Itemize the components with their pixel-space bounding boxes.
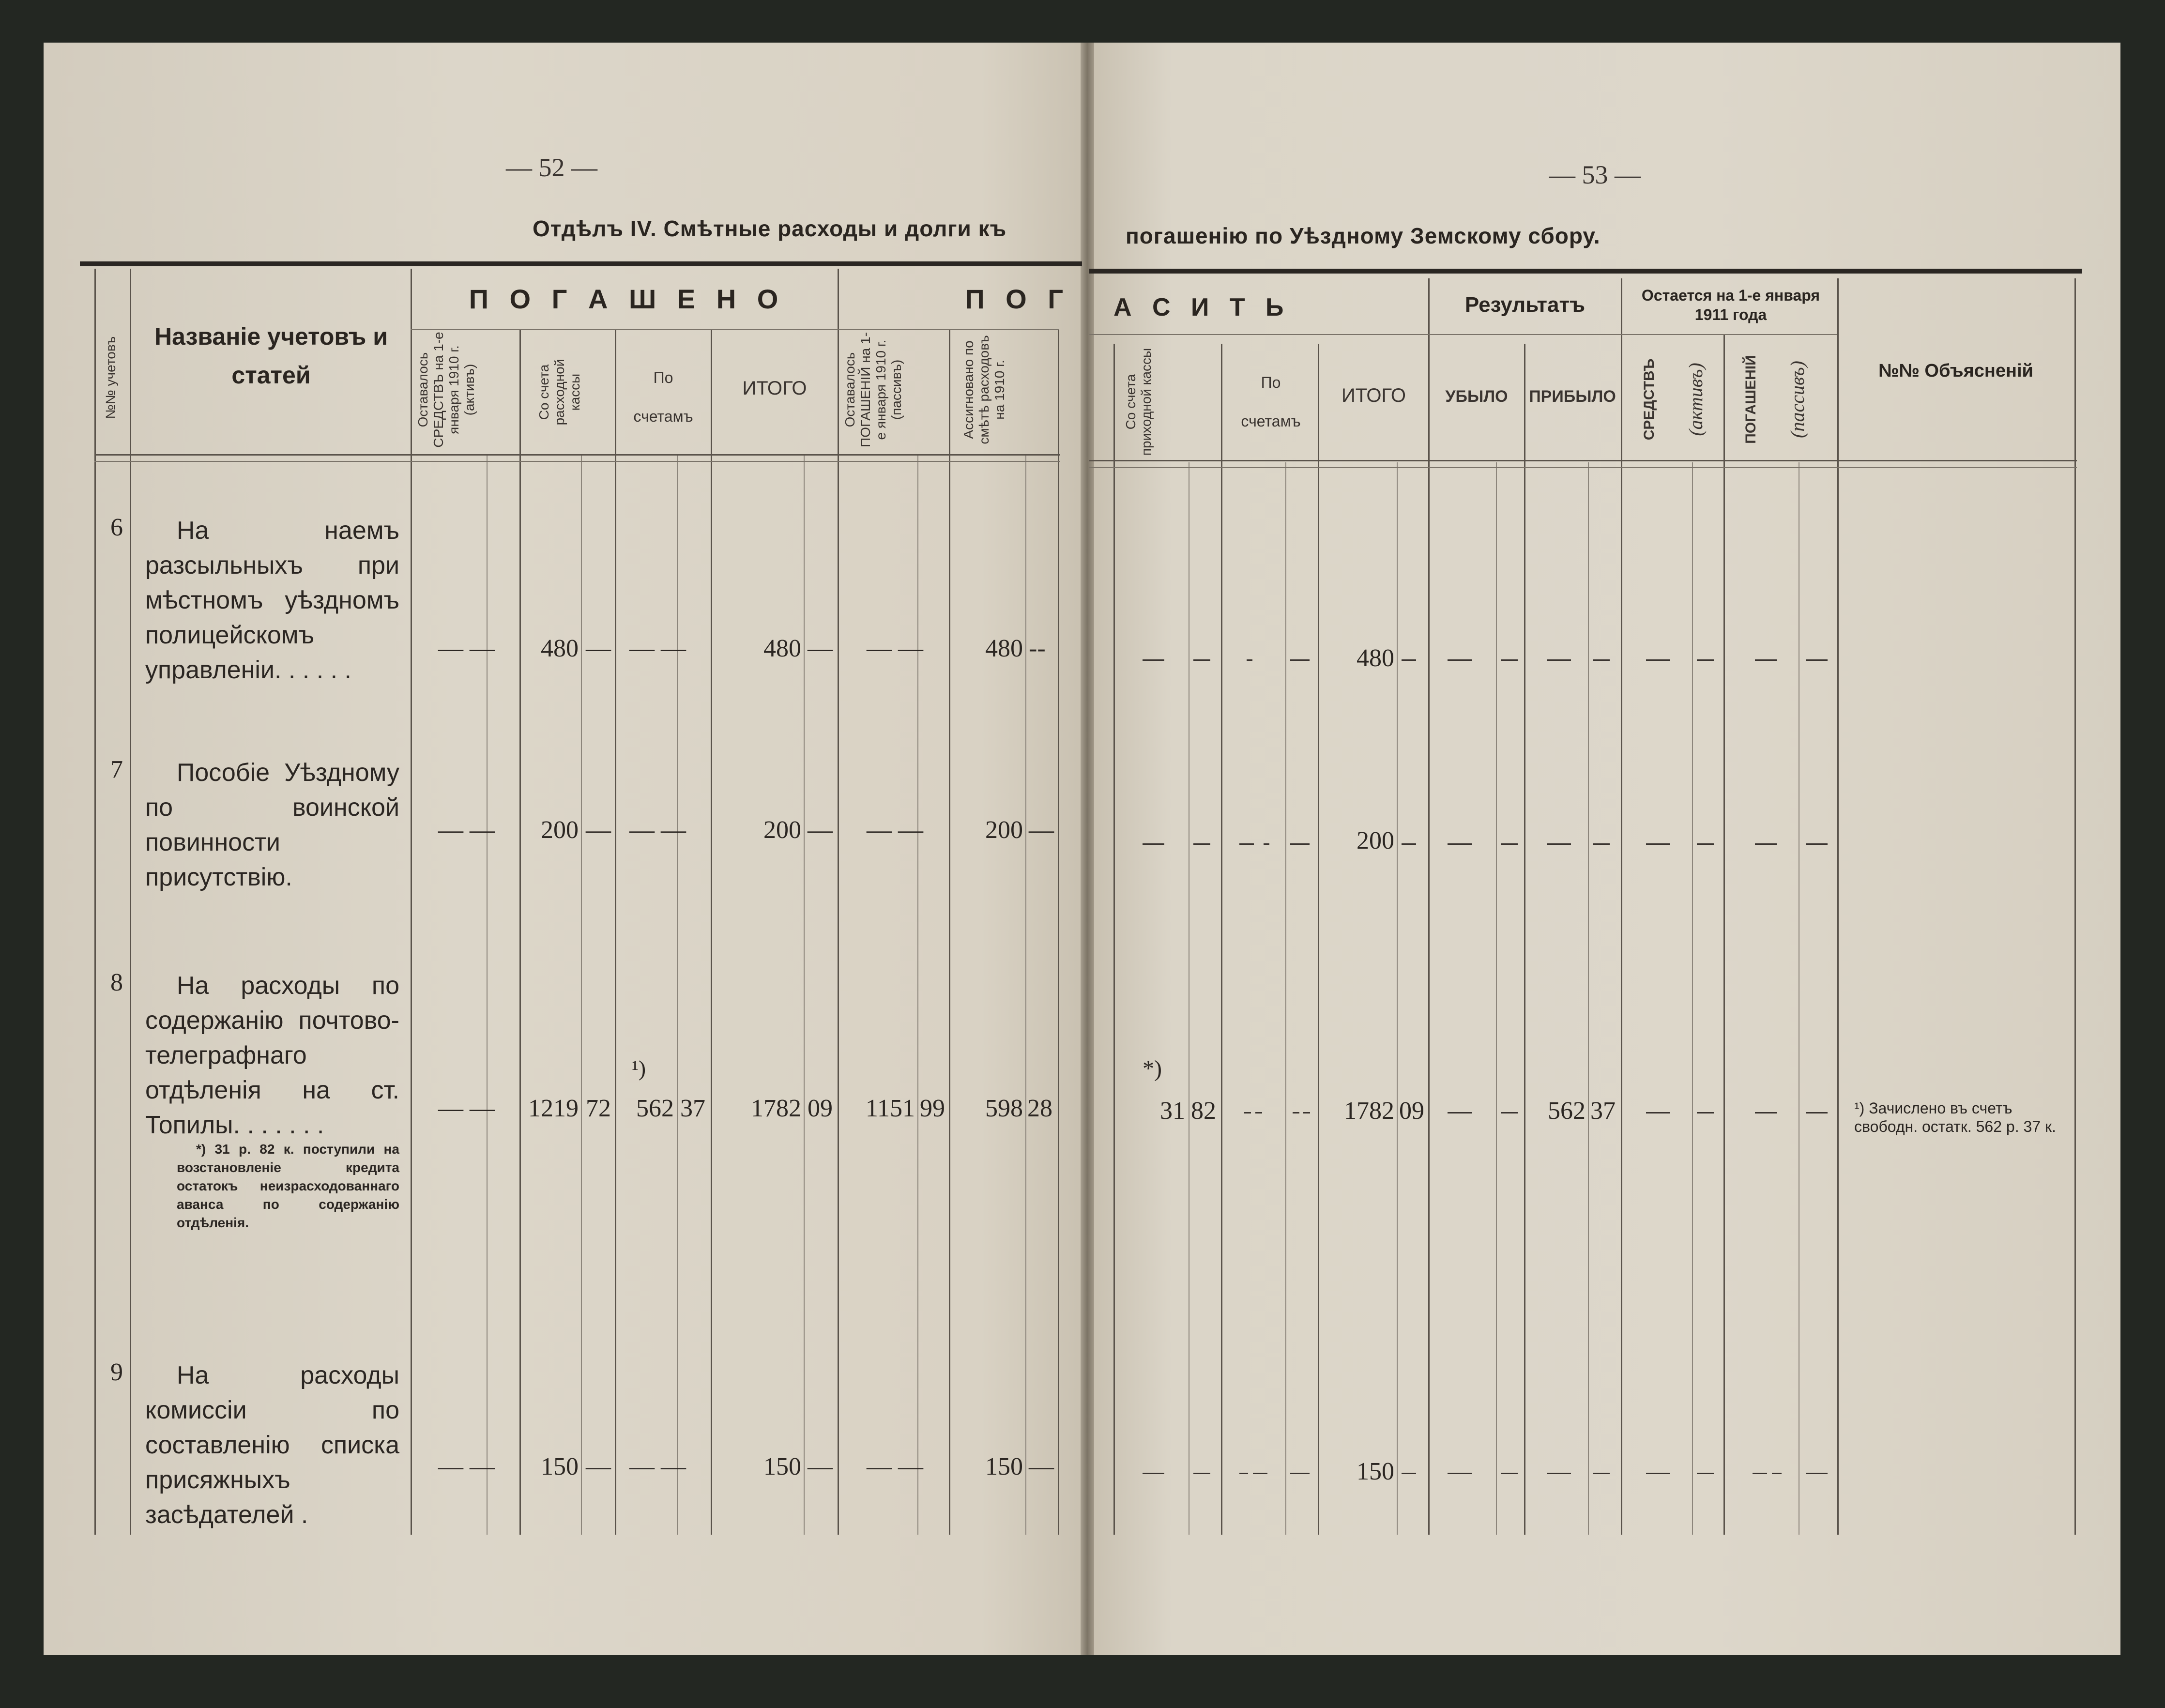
- cell-assign: 598: [985, 1095, 1023, 1122]
- dash-mark: [1755, 843, 1777, 845]
- cell-pogashenii-kop: 99: [920, 1095, 945, 1122]
- row-name: На расходы по содержанію почтово-телеграфнаго отдѣленія на ст. Топилы. . . . . . .: [145, 972, 399, 1139]
- cell-sredstv: — —: [438, 816, 495, 844]
- dash-mark: [1290, 659, 1310, 661]
- dash-mark: [1193, 843, 1210, 845]
- grid-line: [1524, 344, 1525, 1535]
- dash-mark: [1501, 659, 1518, 661]
- grid-line: [1318, 344, 1319, 1535]
- grid-line: [519, 329, 521, 1535]
- dash-mark: [1806, 659, 1828, 661]
- cell-itogo-kop: 09: [1399, 1097, 1424, 1125]
- col-header-explain: №№ Объясненій: [1878, 361, 2033, 381]
- dash-mark: [1646, 659, 1670, 661]
- dash-mark: [1501, 1112, 1518, 1113]
- grid-line: [94, 269, 96, 1535]
- grid-line: [94, 461, 1060, 462]
- sub-header-ostavalos-sredstv: Оставалось СРЕДСТВЪ на 1-е января 1910 г. (активъ): [415, 332, 477, 448]
- grid-line: [1089, 460, 2077, 461]
- dash-mark: [1239, 1473, 1248, 1474]
- grid-line: [94, 454, 1060, 456]
- dash-mark: [1593, 843, 1610, 845]
- grid-line: [1692, 462, 1693, 1535]
- grid-line: [917, 455, 918, 1535]
- explanation-note: ¹) Зачислено въ счетъ свободн. остатк. 562 р. 37 к.: [1854, 1099, 2056, 1135]
- cell-assign-kop: --: [1029, 635, 1046, 662]
- right-page-title: погашенію по Уѣздному Земскому сбору.: [1126, 223, 1601, 248]
- dash-mark: [1547, 1473, 1571, 1474]
- cell-itogo: 200: [1357, 827, 1394, 854]
- dash-mark: [1402, 843, 1416, 845]
- dash-mark: [1755, 659, 1777, 661]
- sub-header-pribylo: ПРИБЫЛО: [1529, 387, 1616, 406]
- dash-mark: [1753, 1473, 1767, 1474]
- sub-header-so-scheta-rashodnoi: Со счета расходной кассы: [536, 359, 582, 426]
- cell-sredstv: — —: [438, 1453, 495, 1480]
- cell-prihod-mark: *): [1143, 1056, 1162, 1082]
- dash-mark: [1244, 1112, 1251, 1113]
- dash-mark: [1303, 1112, 1310, 1113]
- sub-header-ostavalos-pogashenii: Оставалось ПОГАШЕНІЙ на 1-е января 1910 г. (пассивъ): [842, 332, 904, 447]
- col-header-num: №№ учетовъ: [103, 336, 118, 419]
- dash-mark: [1239, 843, 1254, 845]
- cell-itogo: 1782: [751, 1095, 801, 1122]
- dash-mark: [1255, 1112, 1262, 1113]
- dash-mark: [1501, 843, 1518, 845]
- grid-line: [1588, 462, 1589, 1535]
- group-header-ostaetsya: Остается на 1-е января 1911 года: [1641, 287, 1820, 323]
- dash-mark: [1547, 843, 1571, 845]
- sub-header-pogashenii: ПОГАШЕНІЙ: [1743, 355, 1759, 444]
- dash-mark: [1402, 1473, 1416, 1474]
- dash-mark: [1448, 1473, 1472, 1474]
- cell-assign: 480: [985, 635, 1023, 662]
- grid-line: [711, 329, 712, 1535]
- dash-mark: [1247, 659, 1252, 661]
- row-number: 6: [110, 514, 123, 541]
- cell-pribylo: 562: [1548, 1097, 1586, 1125]
- dash-mark: [1448, 659, 1472, 661]
- grid-line: [411, 329, 1059, 330]
- dash-mark: [1646, 1112, 1670, 1113]
- cell-rashod-kop: —: [586, 816, 611, 844]
- col-header-name: Названіе учетовъ и статей: [154, 323, 388, 389]
- cell-po-schetam: — —: [629, 816, 686, 844]
- row-number: 7: [110, 756, 123, 783]
- cell-assign-kop: —: [1029, 1453, 1054, 1480]
- cell-itogo: 480: [1357, 644, 1394, 672]
- cell-itogo-kop: —: [808, 635, 833, 662]
- dash-mark: [1143, 1473, 1164, 1474]
- cell-pogashenii: — —: [867, 816, 923, 844]
- left-top-rule: [80, 261, 1082, 266]
- sub-header-itogo: ИТОГО: [742, 378, 807, 399]
- dash-mark: [1293, 1112, 1299, 1113]
- cell-rashod-kop: 72: [586, 1095, 611, 1122]
- row-name: На наемъ разсыльныхъ при мѣстномъ уѣздномъ полицейскомъ управленіи. . . . . .: [145, 517, 399, 684]
- dash-mark: [1646, 1473, 1670, 1474]
- cell-itogo: 150: [763, 1453, 801, 1480]
- cell-itogo: 200: [763, 816, 801, 844]
- sub-header-po-schetam: По счетамъ: [633, 369, 693, 425]
- grid-line: [581, 455, 582, 1535]
- sub-header-ubylo: УБЫЛО: [1445, 387, 1508, 406]
- row-number: 9: [110, 1358, 123, 1386]
- dash-mark: [1547, 659, 1571, 661]
- dash-mark: [1646, 843, 1670, 845]
- book-spine: [1081, 43, 1094, 1655]
- cell-po-schetam: 562: [636, 1095, 674, 1122]
- dash-mark: [1448, 1112, 1472, 1113]
- grid-line: [1113, 344, 1115, 1535]
- grid-line: [1089, 334, 1837, 335]
- grid-line: [949, 329, 950, 1535]
- cell-itogo: 1782: [1344, 1097, 1394, 1125]
- cell-rashod: 1219: [528, 1095, 579, 1122]
- cell-rashod: 480: [541, 635, 579, 662]
- dash-mark: [1290, 1473, 1310, 1474]
- grid-line: [1089, 467, 2077, 468]
- group-header-result: Результатъ: [1464, 293, 1586, 317]
- grid-line: [130, 269, 131, 1535]
- cell-itogo: 480: [763, 635, 801, 662]
- cell-pribylo-kop: 37: [1590, 1097, 1616, 1125]
- dash-mark: [1193, 1473, 1210, 1474]
- row-name: Пособіе Уѣздному по воинской повинности присутствію.: [145, 759, 399, 891]
- right-page-number: — 53 —: [1549, 160, 1641, 189]
- dash-mark: [1697, 1473, 1714, 1474]
- cell-assign: 150: [985, 1453, 1023, 1480]
- cell-assign-kop: 28: [1027, 1095, 1052, 1122]
- cell-pogashenii: — —: [867, 1453, 923, 1480]
- dash-mark: [1593, 1473, 1610, 1474]
- cell-po-schetam: — —: [629, 1453, 686, 1480]
- grid-line: [1723, 334, 1725, 1535]
- group-header-pogasheno: П О Г А Ш Е Н О: [469, 284, 785, 314]
- dash-mark: [1290, 843, 1310, 845]
- sub-header-aktiv: (активъ): [1685, 363, 1707, 436]
- grid-line: [1397, 462, 1398, 1535]
- sub-header-assignovano: Ассигновано по смѣтѣ расходовъ на 1910 г.: [961, 335, 1007, 444]
- dash-mark: [1697, 1112, 1714, 1113]
- grid-line: [838, 269, 839, 1535]
- footnote: *) 31 р. 82 к. поступили на возстановленіе кредита остатокъ неизрасходованнаго аванса по содержанію отдѣленія.: [177, 1142, 399, 1230]
- dash-mark: [1697, 843, 1714, 845]
- dash-mark: [1755, 1112, 1777, 1113]
- cell-rashod-kop: —: [586, 635, 611, 662]
- cell-prihod-kop: 82: [1191, 1097, 1216, 1125]
- cell-po-schetam: — —: [629, 635, 686, 662]
- grid-line: [677, 455, 678, 1535]
- dash-mark: [1402, 659, 1416, 661]
- dash-mark: [1448, 843, 1472, 845]
- dash-mark: [1143, 843, 1164, 845]
- right-top-rule: [1089, 269, 2082, 274]
- cell-itogo-kop: 09: [808, 1095, 833, 1122]
- dash-mark: [1143, 659, 1164, 661]
- grid-line: [1058, 329, 1059, 1535]
- cell-rashod-kop: —: [586, 1453, 611, 1480]
- cell-rashod: 150: [541, 1453, 579, 1480]
- right-page: [1089, 43, 2120, 1655]
- grid-line: [1496, 462, 1497, 1535]
- row-number: 8: [110, 969, 123, 996]
- grid-line: [1285, 462, 1286, 1535]
- dash-mark: [1806, 1473, 1828, 1474]
- dash-mark: [1501, 1473, 1518, 1474]
- cell-itogo-kop: —: [808, 816, 833, 844]
- grid-line: [487, 455, 488, 1535]
- sub-header-passiv: (пассивъ): [1786, 361, 1808, 438]
- dash-mark: [1193, 659, 1210, 661]
- dash-mark: [1264, 843, 1269, 845]
- cell-assign-kop: —: [1029, 816, 1054, 844]
- cell-pogashenii: 1151: [865, 1095, 915, 1122]
- group-header-pog: П О Г: [965, 284, 1070, 314]
- grid-line: [1221, 344, 1222, 1535]
- dash-mark: [1806, 1112, 1828, 1113]
- cell-sredstv: — —: [438, 1095, 495, 1122]
- cell-prihod: 31: [1160, 1097, 1185, 1125]
- dash-mark: [1697, 659, 1714, 661]
- grid-line: [804, 455, 805, 1535]
- dash-mark: [1593, 659, 1610, 661]
- cell-sredstv: — —: [438, 635, 495, 662]
- grid-line: [411, 269, 412, 1535]
- cell-rashod: 200: [541, 816, 579, 844]
- cell-itogo: 150: [1357, 1458, 1394, 1485]
- dash-mark: [1772, 1473, 1782, 1474]
- cell-po-schetam-mark: ¹): [632, 1056, 646, 1081]
- sub-header-itogo: ИТОГО: [1341, 385, 1406, 406]
- left-page-title: Отдѣлъ IV. Смѣтные расходы и долги къ: [533, 216, 1007, 241]
- cell-po-schetam-kop: 37: [680, 1095, 705, 1122]
- row-name: На расходы комиссіи по составленію списка присяжныхъ засѣдателей .: [145, 1361, 399, 1529]
- dash-mark: [1806, 843, 1828, 845]
- sub-header-po-schetam: По счетамъ: [1241, 374, 1301, 430]
- sub-header-sredstv: СРЕДСТВЪ: [1641, 358, 1657, 441]
- dash-mark: [1253, 1473, 1267, 1474]
- sub-header-so-scheta-prihod: Со счета приходной кассы: [1123, 348, 1154, 456]
- cell-itogo-kop: —: [808, 1453, 833, 1480]
- cell-assign: 200: [985, 816, 1023, 844]
- grid-line: [1025, 455, 1026, 1535]
- group-header-asit: А С И Т Ь: [1113, 293, 1291, 321]
- grid-line: [615, 329, 616, 1535]
- left-page-number: — 52 —: [506, 153, 597, 182]
- cell-pogashenii: — —: [867, 635, 923, 662]
